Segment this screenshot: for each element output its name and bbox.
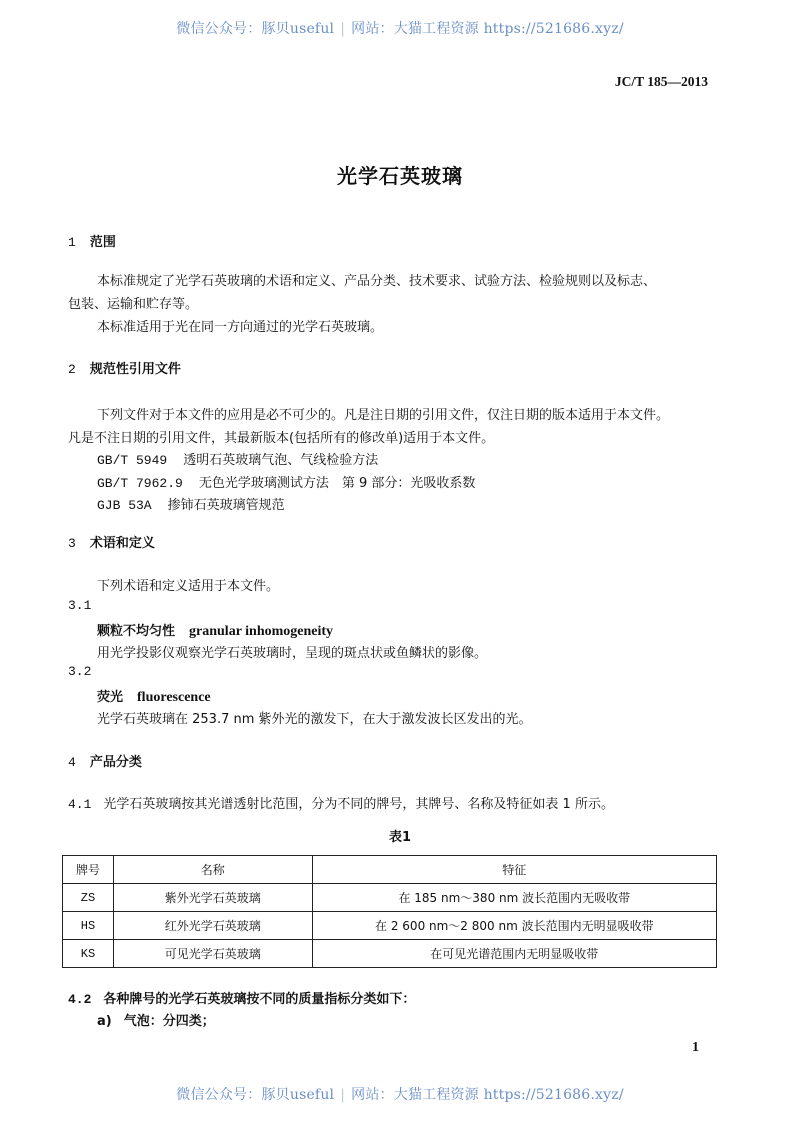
list-item xyxy=(97,1010,215,1029)
reference-code: GJB 53A xyxy=(97,498,152,513)
table-header-row xyxy=(63,856,717,884)
grade-table xyxy=(62,855,717,968)
reference-code: GB/T 5949 xyxy=(97,453,168,468)
watermark-website: 网站：大猫工程资源 https://521686.xyz/ xyxy=(351,21,624,37)
watermark-top xyxy=(0,18,800,38)
section-4-heading xyxy=(68,751,142,770)
term-zh: 荧光 xyxy=(97,690,124,705)
section-1-para1-line2: 包装、运输和贮存等。 xyxy=(68,297,199,312)
clause-text: 各种牌号的光学石英玻璃按不同的质量指标分类如下： xyxy=(103,992,416,1007)
clause-text: 光学石英玻璃按其光谱透射比范围，分为不同的牌号，其牌号、名称及特征如表 1 所示。 xyxy=(103,797,614,812)
section-2-para-line1: 下列文件对于本文件的应用是必不可少的。凡是注日期的引用文件，仅注日期的版本适用于本文件。 xyxy=(97,408,670,423)
standard-code: JC/T 185—2013 xyxy=(614,74,708,89)
section-title: 范围 xyxy=(89,235,116,250)
grade-code-cell: KS xyxy=(63,940,114,968)
watermark-wechat: 微信公众号：豚贝useful xyxy=(176,21,335,37)
list-text: 气泡：分四类； xyxy=(123,1014,215,1029)
table-caption: 表1 xyxy=(388,830,412,845)
watermark-wechat: 微信公众号：豚贝useful xyxy=(176,1087,335,1103)
reference-item xyxy=(97,472,475,491)
table-row xyxy=(63,884,717,912)
table-header-cell: 特征 xyxy=(312,856,716,884)
section-number: 1 xyxy=(68,235,76,250)
section-2-para-line2: 凡是不注日期的引用文件，其最新版本(包括所有的修改单)适用于本文件。 xyxy=(68,431,495,446)
section-2-heading xyxy=(68,358,181,377)
table-row xyxy=(63,912,717,940)
grade-name-cell: 可见光学石英玻璃 xyxy=(113,940,312,968)
section-1-para2: 本标准适用于光在同一方向通过的光学石英玻璃。 xyxy=(97,320,384,335)
term-definition: 光学石英玻璃在 253.7 nm 紫外光的激发下，在大于激发波长区发出的光。 xyxy=(97,712,532,727)
grade-feature-cell: 在可见光谱范围内无明显吸收带 xyxy=(312,940,716,968)
grade-code-cell: HS xyxy=(63,912,114,940)
reference-title: 无色光学玻璃测试方法 第 9 部分：光吸收系数 xyxy=(198,476,476,491)
clause-number: 4.1 xyxy=(68,797,92,812)
document-title: 光学石英玻璃 xyxy=(337,164,463,188)
section-title: 规范性引用文件 xyxy=(89,362,181,377)
section-title: 术语和定义 xyxy=(89,536,155,551)
watermark-separator: | xyxy=(340,21,346,37)
section-number: 3 xyxy=(68,536,76,551)
term-zh: 颗粒不均匀性 xyxy=(97,624,176,639)
clause-4-2 xyxy=(68,988,415,1007)
clause-4-1 xyxy=(68,793,614,812)
clause-number: 4.2 xyxy=(68,992,92,1007)
table-row xyxy=(63,940,717,968)
grade-feature-cell: 在 2 600 nm～2 800 nm 波长范围内无明显吸收带 xyxy=(312,912,716,940)
section-3-intro: 下列术语和定义适用于本文件。 xyxy=(97,579,280,594)
section-1-para1-line1: 本标准规定了光学石英玻璃的术语和定义、产品分类、技术要求、试验方法、检验规则以及标志、 xyxy=(97,274,657,289)
list-marker: a) xyxy=(97,1014,112,1029)
section-number: 2 xyxy=(68,362,76,377)
term-en: fluorescence xyxy=(137,690,211,705)
watermark-website: 网站：大猫工程资源 https://521686.xyz/ xyxy=(351,1087,624,1103)
term-definition: 用光学投影仪观察光学石英玻璃时，呈现的斑点状或鱼鳞状的影像。 xyxy=(97,646,488,661)
term-en: granular inhomogeneity xyxy=(189,624,334,639)
table-header-cell: 名称 xyxy=(113,856,312,884)
reference-item xyxy=(97,494,285,513)
watermark-separator: | xyxy=(340,1087,346,1103)
watermark-bottom xyxy=(0,1084,800,1104)
grade-name-cell: 紫外光学石英玻璃 xyxy=(113,884,312,912)
grade-feature-cell: 在 185 nm～380 nm 波长范围内无吸收带 xyxy=(312,884,716,912)
table-header-cell: 牌号 xyxy=(63,856,114,884)
grade-name-cell: 红外光学石英玻璃 xyxy=(113,912,312,940)
term-heading xyxy=(97,686,211,706)
term-heading xyxy=(97,620,333,640)
section-number: 4 xyxy=(68,755,76,770)
section-1-heading xyxy=(68,231,116,250)
reference-title: 掺铈石英玻璃管规范 xyxy=(167,498,285,513)
section-title: 产品分类 xyxy=(89,755,142,770)
grade-code-cell: ZS xyxy=(63,884,114,912)
term-number: 3.2 xyxy=(68,664,92,679)
term-number: 3.1 xyxy=(68,598,92,613)
reference-title: 透明石英玻璃气泡、气线检验方法 xyxy=(183,453,379,468)
section-3-heading xyxy=(68,532,155,551)
reference-item xyxy=(97,449,378,468)
reference-code: GB/T 7962.9 xyxy=(97,476,183,491)
page-number: 1 xyxy=(692,1040,699,1055)
